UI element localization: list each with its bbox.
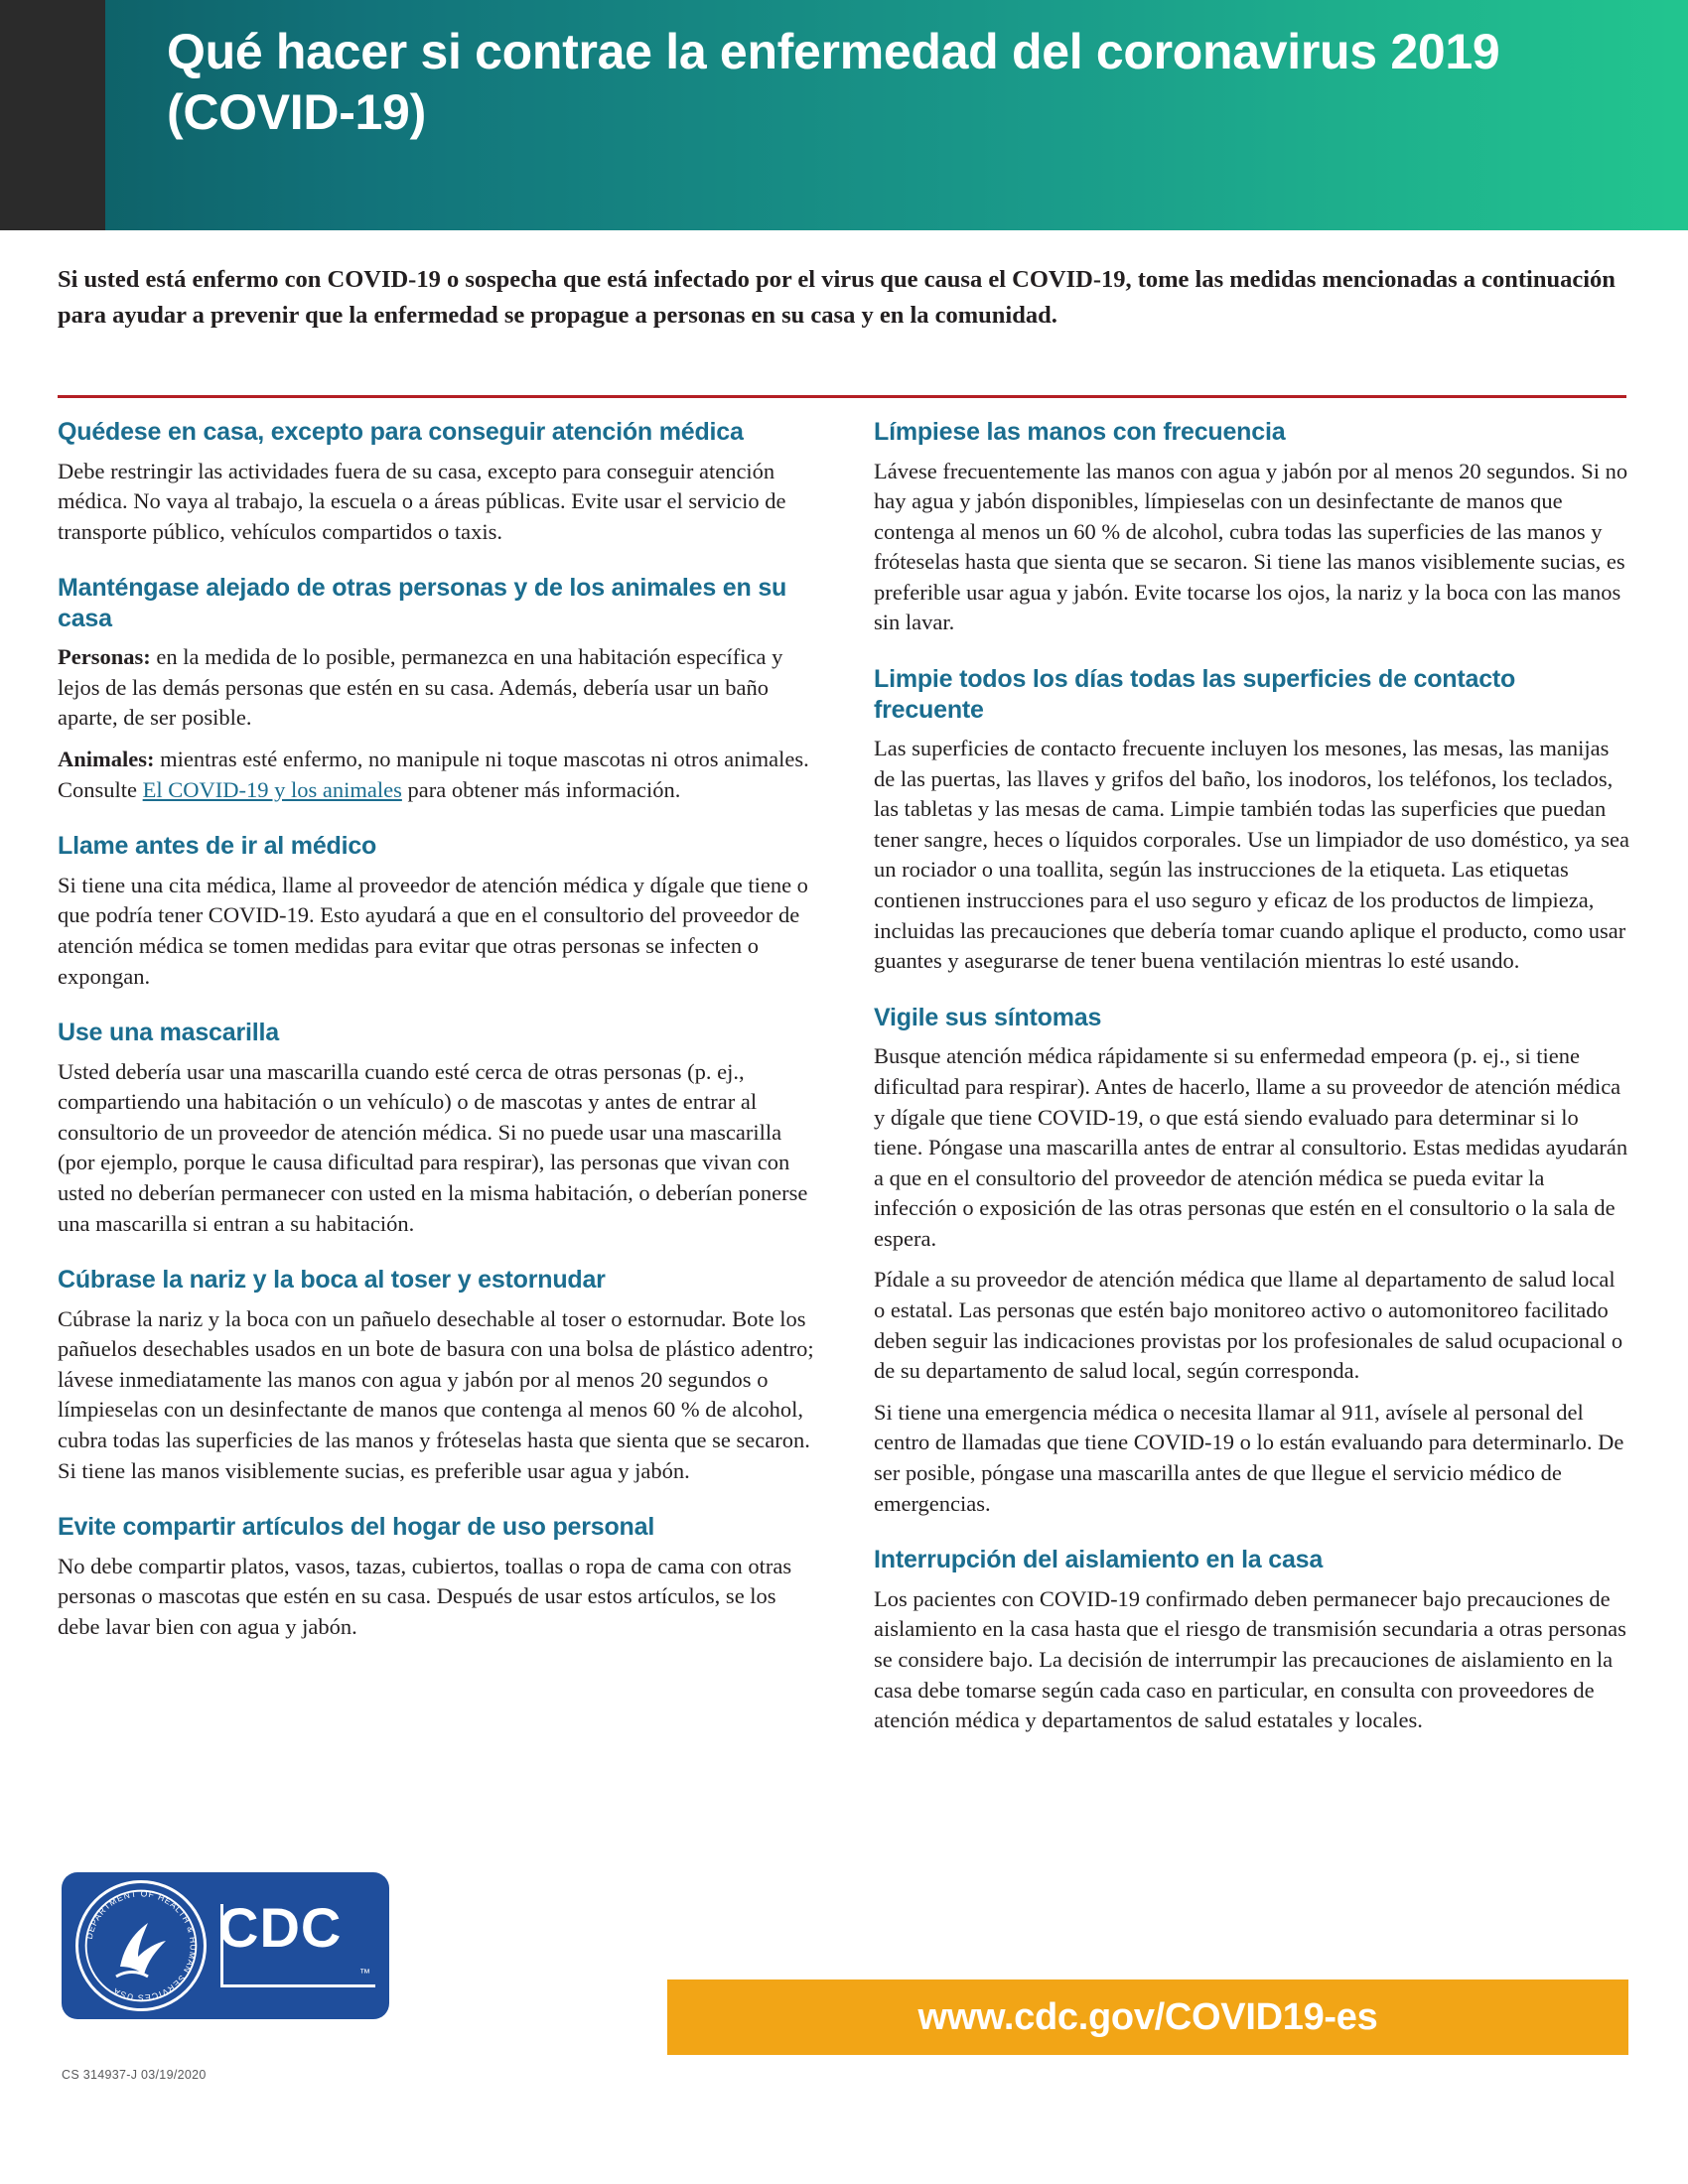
section-paragraph: Usted debería usar una mascarilla cuando esté cerca de otras personas (p. ej., compartiendo una habitación o un vehículo) o de mascotas y antes de entrar al consultorio de un proveedor de atención médica. Si no puede usar una mascarilla (por ejemplo, porque le causa dificultad para respirar), las personas que vivan con usted no deberían permanecer con usted en la misma habitación, o deberían ponerse una mascarilla si entran a su habitación. <box>58 1058 808 1236</box>
section-heading: Limpie todos los días todas las superficies de contacto frecuente <box>874 665 1516 724</box>
section-paragraph: Si tiene una cita médica, llame al proveedor de atención médica y dígale que tiene o que podría tener COVID-19. Esto ayudará a que en el consultorio del proveedor de atención médica se tomen medidas para evitar que otras personas se infecten o expongan. <box>58 872 808 989</box>
lead-label-animals: Animales: <box>58 747 155 772</box>
section-heading: Llame antes de ir al médico <box>58 832 377 861</box>
section-heading: Evite compartir artículos del hogar de uso personal <box>58 1513 655 1542</box>
cs-code: CS 314937-J 03/19/2020 <box>62 2068 207 2082</box>
section-paragraph: No debe compartir platos, vasos, tazas, cubiertos, toallas o ropa de cama con otras personas o mascotas que estén en su casa. Después de usar estos artículos, se los debe lavar bien con agua y jabón. <box>58 1553 792 1639</box>
left-column <box>58 417 814 1762</box>
section-clean-surfaces <box>874 664 1630 977</box>
cdc-trademark: ™ <box>359 1968 370 1979</box>
intro-paragraph: Si usted está enfermo con COVID-19 o sospecha que está infectado por el virus que causa el COVID-19, tome las medidas mencionadas a continuación para ayudar a prevenir que la enfermedad se propague a personas en su casa y en la comunidad. <box>58 266 1616 330</box>
section-heading: Vigile sus síntomas <box>874 1003 1102 1031</box>
lead-tail-animals: para obtener más información. <box>401 776 681 802</box>
section-cover-coughs <box>58 1265 814 1486</box>
section-heading: Cúbrase la nariz y la boca al toser y estornudar <box>58 1266 606 1295</box>
section-discontinue-isolation <box>874 1545 1630 1735</box>
header-accent-block <box>0 0 105 230</box>
lead-label-people: Personas: <box>58 644 151 670</box>
section-heading: Quédese en casa, excepto para conseguir atención médica <box>58 418 744 446</box>
lead-text-people: en la medida de lo posible, permanezca en una habitación específica y lejos de las demás personas que estén en su casa. Además, debería usar un baño aparte, de ser posible. <box>58 644 783 731</box>
section-heading: Interrupción del aislamiento en la casa <box>874 1546 1324 1574</box>
cdc-wordmark: CDC <box>218 1896 343 1959</box>
section-wear-facemask <box>58 1018 814 1239</box>
section-paragraph: Las superficies de contacto frecuente incluyen los mesones, las mesas, las manijas de las puertas, las llaves y grifos del baño, los inodoros, los teléfonos, los teclados, las tabletas y las mesas de cama. Limpie también todas las superficies que puedan tener sangre, heces o líquidos corporales. Use un limpiador de uso doméstico, ya sea un rociador o una toallita, según las instrucciones de la etiqueta. Las etiquetas contienen instrucciones para el uso seguro y eficaz de los productos de limpieza, incluidas las precauciones que debería tomar cuando aplique el producto, como usar guantes y asegurarse de tener buena ventilación mientras lo esté usando. <box>874 736 1630 974</box>
svg-text:DEPARTMENT OF HEALTH & HUMAN S: DEPARTMENT OF HEALTH & HUMAN SERVICES USA <box>83 1888 199 2003</box>
section-call-ahead <box>58 831 814 992</box>
section-separate-yourself <box>58 573 814 805</box>
section-paragraph: Los pacientes con COVID-19 confirmado deben permanecer bajo precauciones de aislamiento en la casa hasta que el riesgo de transmisión secundaria a otras personas se considere bajo. La decisión de interrumpir las precauciones de aislamiento en la casa debe tomarse según cada caso en particular, en consulta con proveedores de atención médica y departamentos de salud estatales y locales. <box>874 1585 1626 1733</box>
section-paragraph: Cúbrase la nariz y la boca con un pañuelo desechable al toser o estornudar. Bote los pañuelos desechables usados en un bote de basura con una bolsa de plástico adentro; lávese inmediatamente las manos con agua y jabón por al menos 20 segundos o límpieselas con un desinfectante de manos que contenga al menos 60 % de alcohol, cubra todas las superficies de las manos y fróteselas hasta que sienta que se secaron. Si tiene las manos visiblemente sucias, es preferible usar agua y jabón. <box>58 1305 814 1483</box>
hhs-eagle-icon <box>112 1913 174 1984</box>
logo-background <box>62 1872 389 2019</box>
section-paragraph: Busque atención médica rápidamente si su enfermedad empeora (p. ej., si tiene dificultad para respirar). Antes de hacerlo, llame a su proveedor de atención médica y dígale que tiene COVID-19, o que está siendo evaluado para determinar si lo tiene. Póngase una mascarilla antes de entrar al consultorio. Estas medidas ayudarán a que en el consultorio del proveedor de atención médica se pueda evitar la infección o exposición de las otras personas que estén en el consultorio o la sala de espera. <box>874 1043 1628 1251</box>
website-url[interactable]: www.cdc.gov/COVID19-es <box>917 1995 1378 2038</box>
divider-rule <box>58 395 1626 398</box>
section-monitor-symptoms <box>874 1003 1630 1519</box>
section-avoid-sharing <box>58 1512 814 1642</box>
right-column <box>874 417 1630 1762</box>
hhs-seal-icon <box>75 1880 207 2011</box>
section-paragraph-animals <box>58 745 814 805</box>
page-title: Qué hacer si contrae la enfermedad del coronavirus 2019 (COVID-19) <box>167 24 1500 140</box>
cdc-logo <box>62 1872 389 2019</box>
section-clean-hands <box>874 417 1630 638</box>
link-covid-animals[interactable]: El COVID-19 y los animales <box>142 776 402 802</box>
section-paragraph: Debe restringir las actividades fuera de su casa, excepto para conseguir atención médica. No vaya al trabajo, la escuela o a áreas públicas. Evite usar el servicio de transporte público, vehículos compartidos o taxis. <box>58 458 786 544</box>
lead-text-animals: mientras esté enfermo, no manipule ni toque mascotas ni otros animales. Consulte <box>58 747 809 802</box>
website-url-bar[interactable] <box>667 1979 1628 2055</box>
section-paragraph: Pídale a su proveedor de atención médica que llame al departamento de salud local o estatal. Las personas que estén bajo monitoreo activo o automonitoreo facilitado deben seguir las indicaciones provistas por los profesionales de salud ocupacional o de su departamento de salud local, según corresponda. <box>874 1267 1623 1384</box>
section-paragraph: Lávese frecuentemente las manos con agua y jabón por al menos 20 segundos. Si no hay agua y jabón disponibles, límpieselas con un desinfectante de manos que contenga al menos un 60 % de alcohol, cubra todas las superficies de las manos y fróteselas hasta que sienta que se secaron. Si tiene las manos visiblemente sucias, es preferible usar agua y jabón. Evite tocarse los ojos, la nariz y la boca con las manos sin lavar. <box>874 458 1628 635</box>
content-columns <box>58 417 1630 1762</box>
section-heading: Límpiese las manos con frecuencia <box>874 418 1286 446</box>
section-heading: Manténgase alejado de otras personas y de los animales en su casa <box>58 574 787 632</box>
section-paragraph-people <box>58 642 814 734</box>
section-paragraph: Si tiene una emergencia médica o necesita llamar al 911, avísele al personal del centro de llamadas que tiene COVID-19 o lo están evaluando para determinarlo. De ser posible, póngase una mascarilla antes de que llegue el servicio médico de emergencias. <box>874 1399 1624 1516</box>
section-heading: Use una mascarilla <box>58 1019 279 1047</box>
header-banner <box>0 0 1688 230</box>
section-stay-home <box>58 417 814 547</box>
